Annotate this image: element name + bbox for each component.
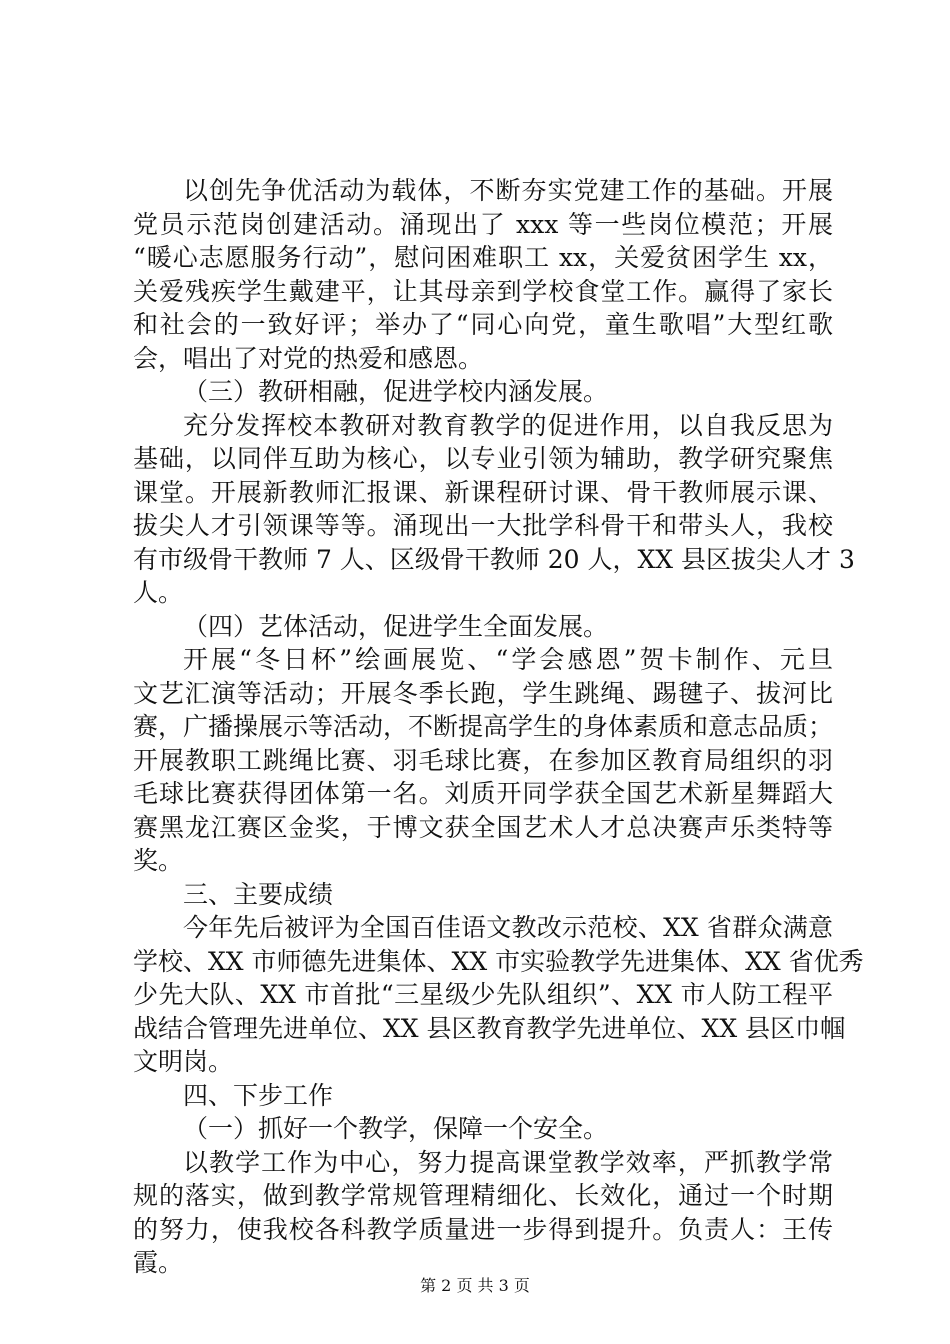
body-line: 以教学工作为中心，努力提高课堂教学效率，严抓教学常 <box>183 1147 833 1177</box>
body-line: 开展“冬日杯”绘画展览、“学会感恩”贺卡制作、元旦 <box>183 645 833 674</box>
body-line: 关爱残疾学生戴建平，让其母亲到学校食堂工作。赢得了家长 <box>133 276 833 306</box>
body-line: 开展教职工跳绳比赛、羽毛球比赛，在参加区教育局组织的羽 <box>133 745 833 775</box>
body-line: 和社会的一致好评；举办了“同心向党，童生歌唱”大型红歌 <box>133 310 833 339</box>
body-line: 有市级骨干教师 7 人、区级骨干教师 20 人，XX 县区拔尖人才 3 <box>133 544 855 574</box>
page-footer: 第 2 页 共 3 页 <box>420 1276 530 1295</box>
body-line: 充分发挥校本教研对教育教学的促进作用，以自我反思为 <box>183 410 833 440</box>
body-line: 少先大队、XX 市首批“三星级少先队组织”、XX 市人防工程平 <box>133 980 833 1009</box>
body-line: 今年先后被评为全国百佳语文教改示范校、XX 省群众满意 <box>183 913 833 942</box>
body-line: 文艺汇演等活动；开展冬季长跑，学生跳绳、踢毽子、拔河比 <box>133 678 833 708</box>
body-line: 会，唱出了对党的热爱和感恩。 <box>133 343 484 373</box>
body-line: 奖。 <box>133 846 184 875</box>
body-line: 赛，广播操展示等活动，不断提高学生的身体素质和意志品质； <box>133 712 834 741</box>
body-line: 三、主要成绩 <box>183 879 334 909</box>
body-line: 课堂。开展新教师汇报课、新课程研讨课、骨干教师展示课、 <box>133 477 833 507</box>
document-body <box>133 174 864 1280</box>
body-line: 的努力，使我校各科教学质量进一步得到提升。负责人：王传 <box>133 1214 833 1244</box>
body-line: 赛黑龙江赛区金奖，于博文获全国艺术人才总决赛声乐类特等 <box>133 812 833 842</box>
body-line: 战结合管理先进单位、XX 县区教育教学先进单位、XX 县区巾帼 <box>133 1013 846 1043</box>
body-line: 毛球比赛获得团体第一名。刘质开同学获全国艺术新星舞蹈大 <box>133 779 833 808</box>
body-line: 文明岗。 <box>133 1047 234 1076</box>
body-line: 学校、XX 市师德先进集体、XX 市实验教学先进集体、XX 省优秀 <box>133 946 864 976</box>
body-line: 基础，以同伴互助为核心，以专业引领为辅助，教学研究聚焦 <box>133 444 833 473</box>
body-line: 规的落实，做到教学常规管理精细化、长效化，通过一个时期 <box>133 1181 833 1210</box>
body-line: 人。 <box>133 578 184 607</box>
body-line: 霞。 <box>133 1248 184 1277</box>
body-line: 以创先争优活动为载体，不断夯实党建工作的基础。开展 <box>183 176 833 205</box>
body-line: 拔尖人才引领课等等。涌现出一大批学科骨干和带头人，我校 <box>133 511 833 540</box>
body-line: 四、下步工作 <box>183 1080 334 1110</box>
body-line: （一）抓好一个教学，保障一个安全。 <box>183 1114 609 1143</box>
body-line: 党员示范岗创建活动。涌现出了 xxx 等一些岗位模范；开展 <box>133 209 833 239</box>
body-line: （三）教研相融，促进学校内涵发展。 <box>183 377 609 406</box>
body-line: （四）艺体活动，促进学生全面发展。 <box>183 611 609 641</box>
body-line: “暖心志愿服务行动”，慰问困难职工 xx，关爱贫困学生 xx， <box>133 243 833 272</box>
